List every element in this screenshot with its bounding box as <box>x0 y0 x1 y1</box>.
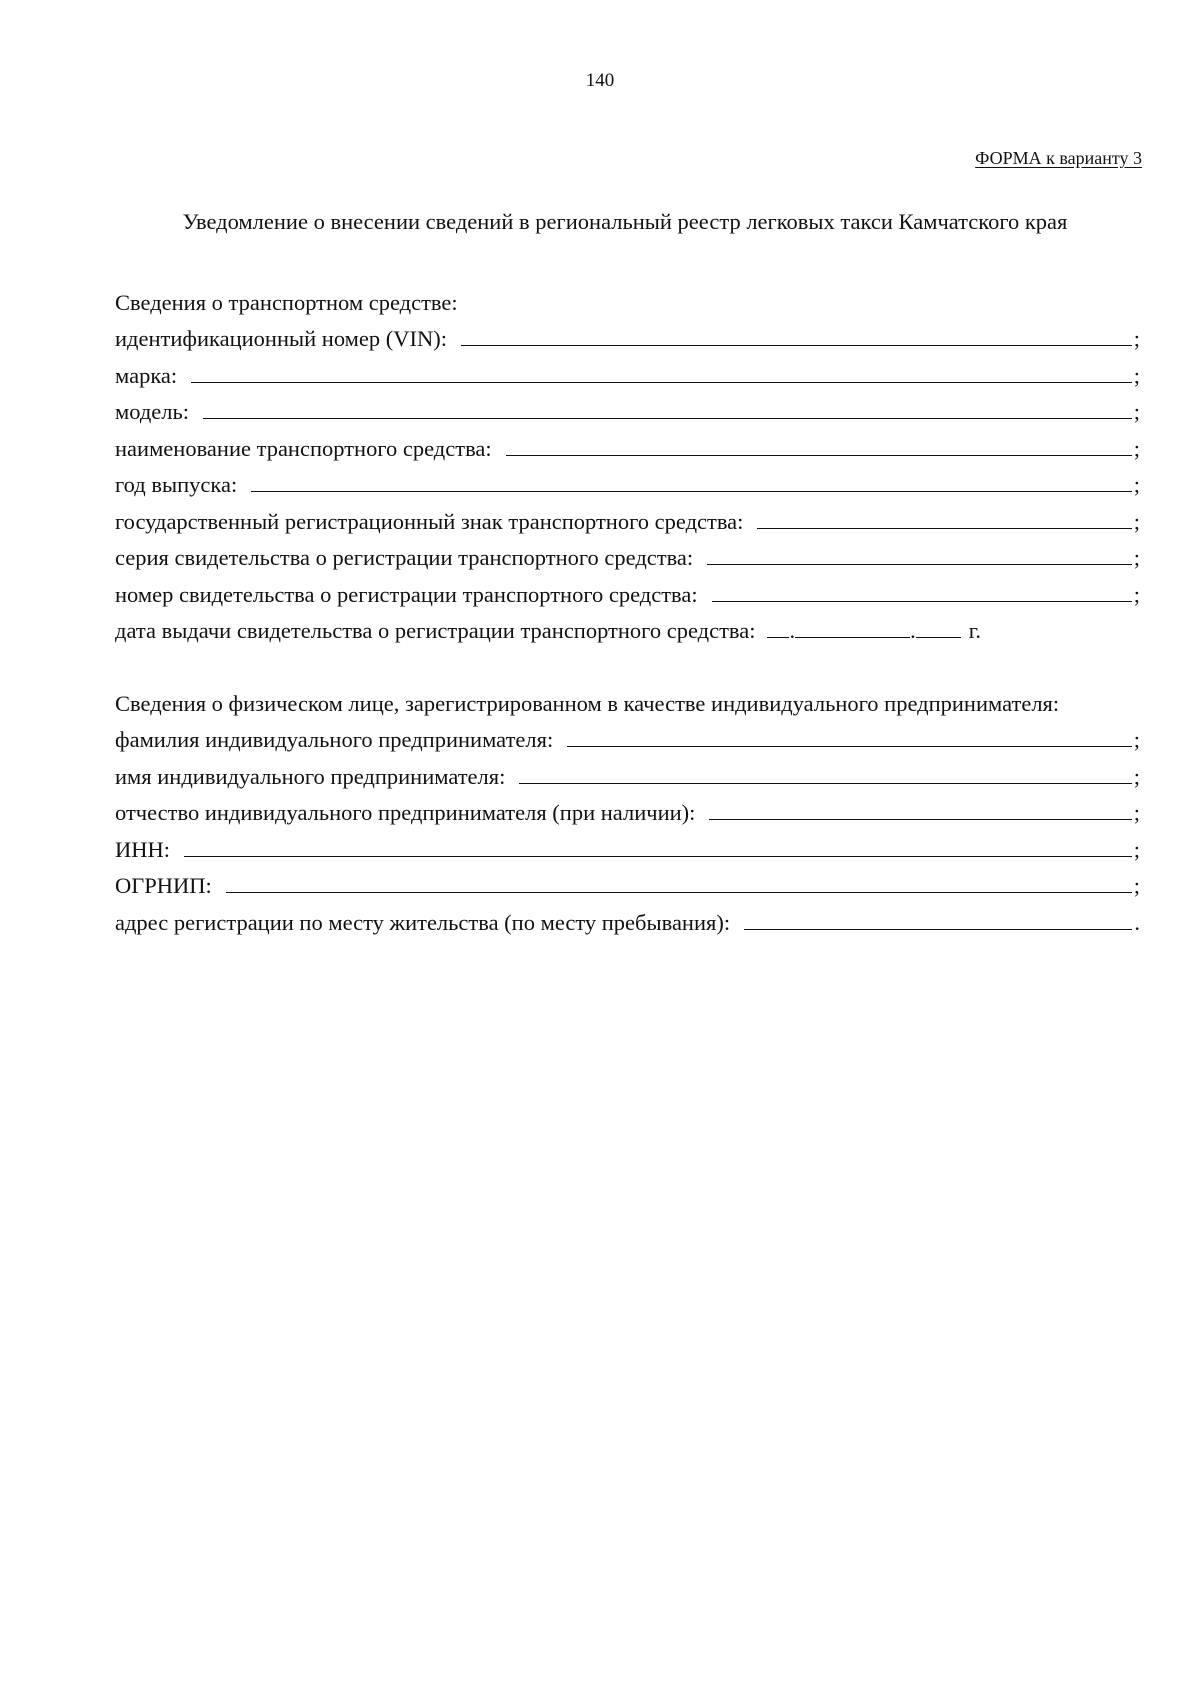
field-patronymic <box>115 790 1140 827</box>
field-label: модель: <box>115 399 190 424</box>
field-brand <box>115 352 1140 389</box>
field-end: ; <box>1133 362 1140 388</box>
field-year <box>115 462 1140 499</box>
field-vehicle-name <box>115 425 1140 462</box>
model-blank-line[interactable] <box>203 418 1132 419</box>
vehicle-name-blank-line[interactable] <box>506 455 1132 456</box>
form-variant-note: ФОРМА к варианту 3 <box>975 148 1142 168</box>
certificate-series-blank-line[interactable] <box>707 564 1132 565</box>
page-number: 140 <box>585 70 615 91</box>
year-blank-line[interactable] <box>251 491 1132 492</box>
field-end: . <box>1134 909 1140 935</box>
patronymic-blank-line[interactable] <box>709 819 1131 820</box>
field-label: наименование транспортного средства: <box>115 435 492 461</box>
field-label: год выпуска: <box>115 472 238 497</box>
field-end: ; <box>1133 508 1140 534</box>
date-separator: . <box>910 618 916 643</box>
field-label: ОГРНИП: <box>115 873 212 898</box>
field-end: ; <box>1133 326 1140 351</box>
field-label: серия свидетельства о регистрации транспортного средства: <box>115 545 694 570</box>
certificate-number-blank-line[interactable] <box>712 601 1132 602</box>
field-label: дата выдачи свидетельства о регистрации транспортного средства: <box>115 618 756 643</box>
field-end: ; <box>1133 800 1140 825</box>
field-certificate-series <box>115 535 1140 572</box>
date-separator: . <box>789 618 796 643</box>
field-label: идентификационный номер (VIN): <box>115 326 447 351</box>
field-end: ; <box>1133 763 1140 789</box>
field-plate-number <box>115 498 1140 535</box>
field-end: ; <box>1133 545 1140 570</box>
field-ogrnip <box>115 863 1140 900</box>
date-year-blank[interactable] <box>916 636 961 638</box>
document-title: Уведомление о внесении сведений в региональный реестр легковых такси Камчатского края <box>182 209 1068 234</box>
field-label: номер свидетельства о регистрации транспортного средства: <box>115 581 698 607</box>
field-end: ; <box>1133 873 1140 898</box>
vin-blank-line[interactable] <box>461 345 1132 346</box>
field-label: ИНН: <box>115 836 170 862</box>
field-registration-address <box>115 899 1140 936</box>
ogrnip-blank-line[interactable] <box>226 892 1132 893</box>
form-body <box>115 279 1140 936</box>
field-certificate-number <box>115 571 1140 608</box>
field-end: ; <box>1133 836 1140 862</box>
field-label: фамилия индивидуального предпринимателя: <box>115 727 554 752</box>
plate-number-blank-line[interactable] <box>757 528 1131 529</box>
inn-blank-line[interactable] <box>184 856 1132 857</box>
field-label: адрес регистрации по месту жительства (по месту пребывания): <box>115 909 731 935</box>
field-surname <box>115 717 1140 754</box>
field-label: отчество индивидуального предпринимателя (при наличии): <box>115 800 696 825</box>
field-end: ; <box>1133 435 1140 461</box>
address-blank-line[interactable] <box>744 929 1132 930</box>
vehicle-section-heading: Сведения о транспортном средстве: <box>115 289 458 315</box>
field-end: ; <box>1133 581 1140 607</box>
field-certificate-date <box>115 608 1140 645</box>
year-suffix: г. <box>968 618 982 643</box>
field-label: государственный регистрационный знак транспортного средства: <box>115 508 744 534</box>
field-vin <box>115 316 1140 353</box>
entrepreneur-section-heading: Сведения о физическом лице, зарегистрированном в качестве индивидуального предпринимателя: <box>115 690 1060 716</box>
first-name-blank-line[interactable] <box>519 783 1131 784</box>
section-spacer <box>115 644 1140 680</box>
date-month-blank[interactable] <box>795 636 910 638</box>
field-end: ; <box>1133 727 1140 752</box>
field-model <box>115 389 1140 426</box>
surname-blank-line[interactable] <box>567 746 1132 747</box>
field-label: марка: <box>115 362 178 388</box>
date-day-blank[interactable] <box>767 636 789 638</box>
field-inn <box>115 826 1140 863</box>
brand-blank-line[interactable] <box>191 382 1132 383</box>
field-end: ; <box>1133 472 1140 497</box>
field-first-name <box>115 753 1140 790</box>
field-label: имя индивидуального предпринимателя: <box>115 763 506 789</box>
field-end: ; <box>1133 399 1140 424</box>
